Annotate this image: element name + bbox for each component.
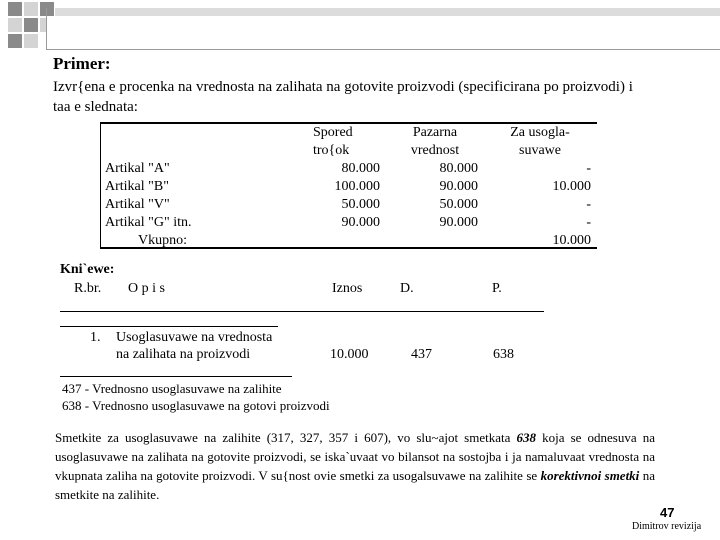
col-rbr: R.br. — [74, 281, 102, 296]
row-market: 50.000 — [439, 197, 478, 212]
row-adjust: 10.000 — [552, 179, 591, 194]
row-market: 90.000 — [439, 179, 478, 194]
author-label: Dimitrov revizija — [632, 521, 702, 532]
header-divider — [46, 49, 720, 50]
col-p: P. — [492, 281, 502, 296]
header-adjust-2: suvawe — [519, 143, 561, 158]
header-cost-1: Spored — [313, 125, 353, 140]
row-label: Artikal "G" itn. — [105, 215, 192, 230]
col-iznos: Iznos — [332, 281, 363, 296]
row-adjust: - — [586, 161, 591, 176]
row-market: 90.000 — [439, 215, 478, 230]
total-label: Vkupno: — [138, 233, 187, 248]
entry-amount: 10.000 — [330, 347, 369, 362]
entry-credit: 638 — [493, 347, 514, 362]
header-market-2: vrednost — [410, 143, 460, 158]
total-value: 10.000 — [552, 233, 591, 248]
header-cost-2: tro{ok — [313, 143, 350, 158]
row-label: Artikal "B" — [105, 179, 169, 194]
header-market-1: Pazarna — [412, 125, 458, 140]
booking-header-rule — [60, 311, 544, 312]
row-market: 80.000 — [439, 161, 478, 176]
entry-desc-2: na zalihata na proizvodi — [116, 347, 251, 362]
slide-title: Primer: — [53, 54, 111, 73]
row-adjust: - — [586, 197, 591, 212]
header-adjust-1: Za usogla- — [510, 125, 570, 140]
legend-437: 437 - Vrednosno usoglasuvawe na zalihite — [62, 381, 282, 396]
header-bar — [55, 8, 720, 16]
account-638: 638 — [516, 430, 536, 445]
entry-desc-1: Usoglasuvawe na vrednosta — [116, 330, 273, 345]
intro-text: Izvr{ena e procenka na vrednosta na zalihata na gotovite proizvodi (specificirana po proizvodi) i taa e slednata: — [53, 79, 633, 115]
entry-number: 1. — [90, 330, 101, 345]
booking-title: Kni`ewe: — [60, 262, 115, 277]
row-cost: 90.000 — [341, 215, 380, 230]
col-d: D. — [400, 281, 414, 296]
row-cost: 100.000 — [334, 179, 380, 194]
row-label: Artikal "A" — [105, 161, 170, 176]
explanation-paragraph: Smetkite za usoglasuvawe na zalihite (317, 327, 357 i 607), vo slu~ajot smetkata 638 koja se odnesuva na usoglasuvawe na zalihata na gotovite proizvodi, se iska`uvaat vo bilansot na sostojba i ja namaluvaat vrednosta na vkupnata zaliha na gotovite proizvodi. V su{nost ovie smetki za usogalsuvawe na zalihite se korektivnoi smetki na smetkite na zalihite. — [55, 430, 655, 502]
row-label: Artikal "V" — [105, 197, 170, 212]
row-cost: 50.000 — [341, 197, 380, 212]
header-vertical-divider — [46, 8, 47, 50]
booking-entry-rule — [60, 326, 278, 327]
legend-638: 638 - Vrednosno usoglasuvawe na gotovi proizvodi — [62, 398, 330, 413]
corrective-accounts: korektivnoi smetki — [540, 468, 640, 483]
legend-rule — [60, 376, 292, 377]
col-opis: O p i s — [128, 281, 165, 296]
row-adjust: - — [586, 215, 591, 230]
entry-debit: 437 — [411, 347, 432, 362]
row-cost: 80.000 — [341, 161, 380, 176]
page-number: 47 — [660, 505, 675, 520]
